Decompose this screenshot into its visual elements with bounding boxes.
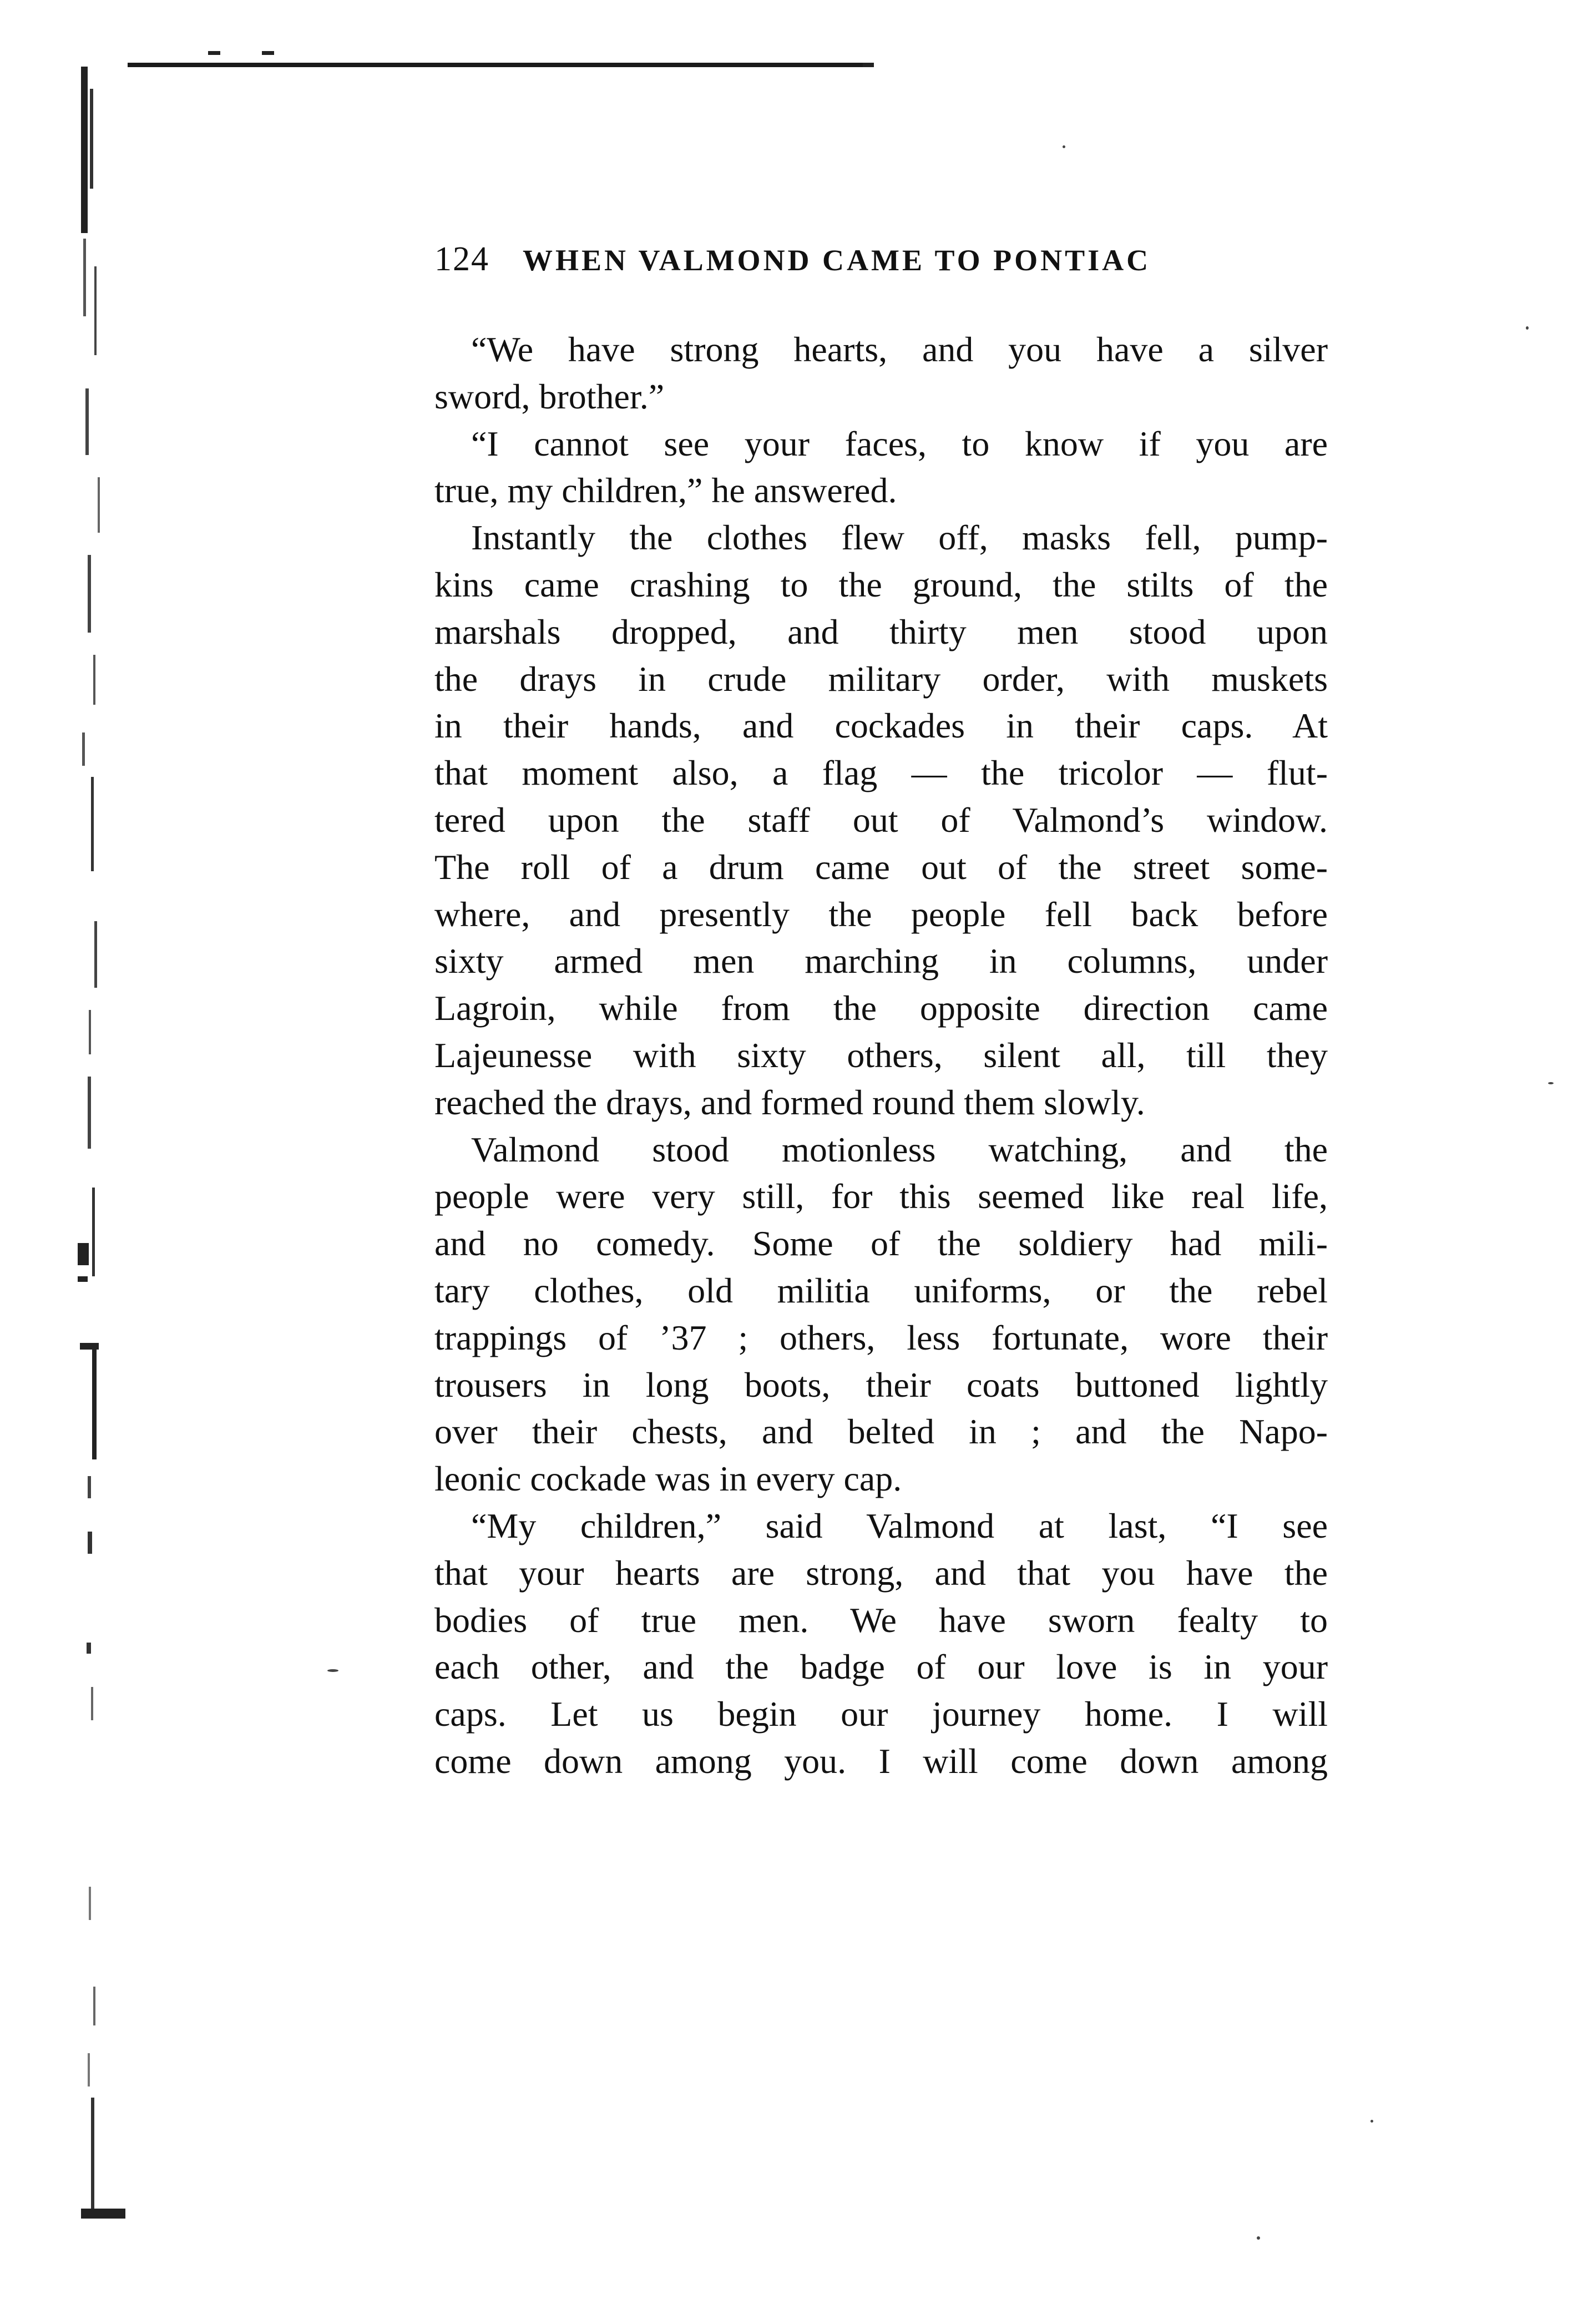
text-line: the drays in crude military order, with muskets (434, 659, 1328, 699)
text-line: caps. Let us begin our journey home. I will (434, 1694, 1328, 1734)
text-line: The roll of a drum came out of the street some- (434, 847, 1328, 887)
speck (327, 1669, 338, 1672)
text-line: come down among you. I will come down among (434, 1741, 1328, 1781)
top-rule-dash (262, 51, 274, 55)
text-line: kins came crashing to the ground, the stilts of the (434, 564, 1328, 604)
text-line: each other, and the badge of our love is in your (434, 1647, 1328, 1687)
text-line: and no comedy. Some of the soldiery had mili- (434, 1224, 1328, 1264)
text-line: marshals dropped, and thirty men stood upon (434, 612, 1328, 651)
text-line: tered upon the staff out of Valmond’s window. (434, 800, 1328, 840)
top-rule-dash (208, 51, 220, 55)
text-line: Instantly the clothes flew off, masks fell, pump- (471, 518, 1328, 558)
body-text (434, 326, 1328, 1785)
text-line: that moment also, a flag — the tricolor — flut- (434, 753, 1328, 793)
text-line: true, my children,” he answered. (434, 471, 897, 511)
text-line: “We have strong hearts, and you have a silver (471, 330, 1328, 369)
paragraph (434, 514, 1328, 1126)
speck (1257, 2236, 1260, 2240)
paragraph (434, 326, 1328, 421)
running-head (434, 240, 1206, 284)
running-title: WHEN VALMOND CAME TO PONTIAC (523, 244, 1151, 277)
page-number: 124 (434, 240, 489, 278)
text-line: sword, brother.” (434, 376, 665, 416)
text-line: leonic cockade was in every cap. (434, 1459, 902, 1499)
text-line: Lajeunesse with sixty others, silent all, till they (434, 1035, 1328, 1075)
speck (1063, 145, 1065, 148)
speck (1548, 1082, 1554, 1084)
top-rule-dash (863, 63, 874, 67)
text-line: sixty armed men marching in columns, under (434, 941, 1328, 981)
text-line: over their chests, and belted in ; and the Napo- (434, 1412, 1328, 1452)
binding-gutter (78, 55, 139, 2264)
text-line: “My children,” said Valmond at last, “I see (471, 1505, 1328, 1545)
paragraph (434, 1503, 1328, 1785)
text-line: reached the drays, and formed round them slowly. (434, 1082, 1145, 1122)
text-line: “I cannot see your faces, to know if you are (471, 423, 1328, 463)
text-line: tary clothes, old militia uniforms, or the rebel (434, 1270, 1328, 1310)
speck (1370, 2120, 1373, 2123)
text-line: trappings of ’37 ; others, less fortunate, wore their (434, 1317, 1328, 1357)
text-line: trousers in long boots, their coats buttoned lightly (434, 1365, 1328, 1404)
speck (1526, 326, 1529, 330)
text-line: Lagroin, while from the opposite direction came (434, 988, 1328, 1028)
paragraph (434, 1126, 1328, 1503)
binding-shadow-icon (78, 55, 139, 2264)
text-line: in their hands, and cockades in their caps. At (434, 706, 1328, 746)
text-line: that your hearts are strong, and that you have the (434, 1553, 1328, 1593)
text-line: where, and presently the people fell back before (434, 894, 1328, 934)
top-rule (128, 63, 866, 67)
paragraph (434, 421, 1328, 515)
text-line: bodies of true men. We have sworn fealty to (434, 1600, 1328, 1640)
text-line: people were very still, for this seemed like real life, (434, 1176, 1328, 1216)
text-line: Valmond stood motionless watching, and the (471, 1129, 1328, 1169)
